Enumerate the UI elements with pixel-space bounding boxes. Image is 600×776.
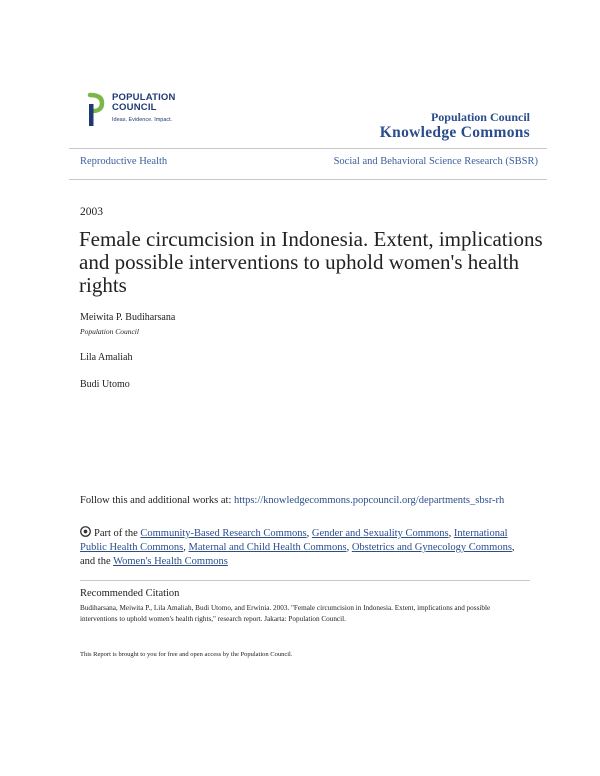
part-of-commons	[80, 526, 520, 569]
knowledge-commons-header[interactable]	[380, 110, 530, 142]
kc-line2: Knowledge Commons	[379, 124, 530, 141]
separator: ,	[448, 528, 454, 539]
commons-link[interactable]: Obstetrics and Gynecology Commons	[351, 542, 512, 553]
commons-link[interactable]: Gender and Sexuality Commons	[311, 528, 449, 539]
separator: ,	[306, 528, 312, 539]
commons-link[interactable]: Women's Health Commons	[113, 556, 228, 567]
separator: ,	[183, 542, 189, 553]
open-access-note: This Report is brought to you for free and open access by the Population Council.	[80, 651, 293, 658]
nav-divider	[69, 179, 547, 180]
logo-name-line1: POPULATION	[112, 92, 176, 103]
commons-link[interactable]: International Public Health Commons	[80, 528, 508, 553]
nav-reproductive-health-link[interactable]: Reproductive Health	[80, 156, 168, 167]
author-name: Budi Utomo	[80, 379, 130, 390]
follow-works	[80, 494, 520, 508]
citation-divider	[80, 580, 530, 581]
follow-link[interactable]: https://knowledgecommons.popcouncil.org/departments_sbsr-rh	[234, 495, 505, 506]
author-name: Lila Amaliah	[80, 352, 133, 363]
commons-link[interactable]: Community-Based Research Commons	[140, 528, 307, 539]
logo-name-line2: COUNCIL	[112, 102, 157, 113]
commons-link[interactable]: Maternal and Child Health Commons	[188, 542, 347, 553]
author-affiliation: Population Council	[80, 327, 139, 336]
population-council-logo	[86, 90, 206, 130]
nav-sbsr-link[interactable]: Social and Behavioral Science Research (SBSR)	[333, 156, 538, 167]
network-icon	[80, 526, 91, 537]
separator: ,	[346, 542, 352, 553]
kc-line1: Population Council	[430, 110, 530, 124]
part-of-prefix: Part of the	[94, 528, 141, 539]
follow-prefix: Follow this and additional works at:	[80, 495, 234, 506]
separator: , and the	[80, 542, 515, 567]
logo-name	[112, 93, 176, 113]
logo-tagline: Ideas. Evidence. Impact.	[112, 117, 173, 123]
author-name: Meiwita P. Budiharsana	[80, 312, 176, 323]
recommended-citation-heading: Recommended Citation	[80, 588, 180, 599]
publication-year: 2003	[80, 206, 103, 218]
population-council-logo-icon	[86, 92, 106, 128]
top-divider	[69, 148, 547, 149]
recommended-citation-text: Budiharsana, Meiwita P., Lila Amaliah, Budi Utomo, and Erwinia. 2003. "Female circumcision in Indonesia. Extent, implications and possible interventions to uphold women's health rights," research report. Jakarta: Population Council.	[80, 604, 491, 623]
paper-title: Female circumcision in Indonesia. Extent, implications and possible interventions to uphold women's health rights	[79, 227, 543, 297]
